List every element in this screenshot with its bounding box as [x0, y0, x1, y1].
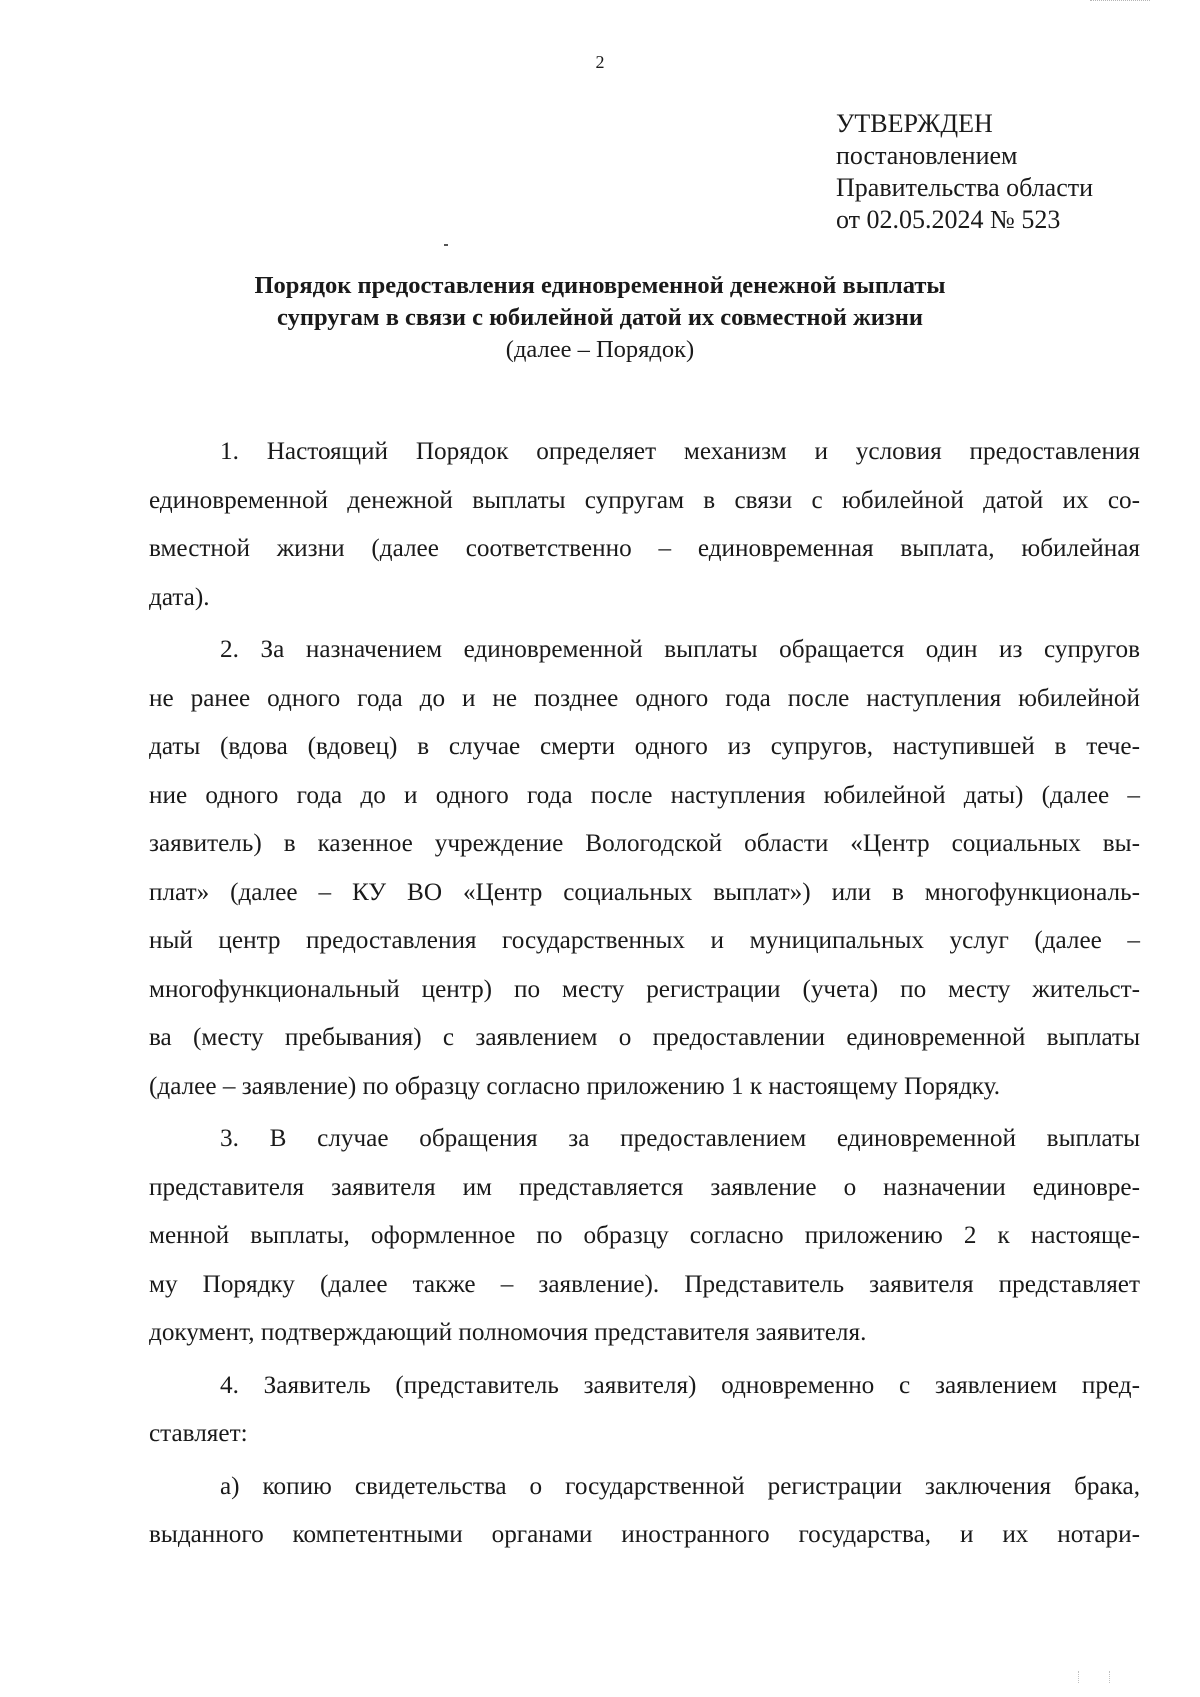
text-line: 2. За назначением единовременной выплаты обращается один из супругов	[220, 636, 1140, 663]
approval-line: Правительства области	[836, 173, 1094, 202]
paragraph-4	[149, 1362, 1140, 1459]
paragraph-3	[149, 1115, 1140, 1358]
approval-line: постановлением	[836, 141, 1018, 170]
text-line: заявитель) в казенное учреждение Вологодской области «Центр социальных вы-	[149, 830, 1140, 857]
text-line: 4. Заявитель (представитель заявителя) одновременно с заявлением пред-	[220, 1371, 1140, 1399]
text-line: ставляет:	[149, 1420, 248, 1447]
text-line: вместной жизни (далее соответственно – единовременная выплата, юбилейная	[149, 535, 1140, 562]
document-title	[0, 270, 1200, 366]
title-abbreviation: (далее – Порядок)	[505, 336, 695, 363]
text-line: 1. Настоящий Порядок определяет механизм и условия предоставления	[220, 438, 1140, 465]
text-line: представителя заявителя им представляется заявление о назначении единовре-	[149, 1173, 1140, 1201]
approval-stamp	[836, 108, 1093, 236]
text-line: единовременной денежной выплаты супругам в связи с юбилейной датой их со-	[149, 486, 1140, 514]
scan-artifact-bottom	[1078, 1671, 1110, 1683]
document-body	[149, 428, 1140, 1564]
approval-heading: УТВЕРЖДЕН	[836, 109, 993, 138]
text-line: документ, подтверждающий полномочия представителя заявителя.	[149, 1319, 867, 1346]
text-line: ва (месту пребывания) с заявлением о предоставлении единовременной выплаты	[149, 1024, 1140, 1051]
text-line: дата).	[149, 583, 210, 611]
paragraph-item-a	[149, 1463, 1140, 1560]
text-line: му Порядку (далее также – заявление). Представитель заявителя представляет	[149, 1270, 1140, 1298]
text-line: менной выплаты, оформленное по образцу согласно приложению 2 к настояще-	[149, 1222, 1140, 1249]
title-line-2: супругам в связи с юбилейной датой их совместной жизни	[277, 304, 923, 331]
text-line: даты (вдова (вдовец) в случае смерти одного из супругов, наступившей в тече-	[149, 733, 1140, 760]
text-line: не ранее одного года до и не позднее одного года после наступления юбилейной	[149, 684, 1140, 712]
text-line: ный центр предоставления государственных и муниципальных услуг (далее –	[149, 927, 1140, 954]
title-line-1: Порядок предоставления единовременной денежной выплаты	[254, 272, 946, 299]
paragraph-2	[149, 626, 1140, 1111]
text-line: ние одного года до и одного года после наступления юбилейной даты) (далее –	[149, 781, 1140, 809]
text-line: (далее – заявление) по образцу согласно приложению 1 к настоящему Порядку.	[149, 1072, 1001, 1100]
text-line: 3. В случае обращения за предоставлением единовременной выплаты	[220, 1125, 1140, 1152]
scan-artifact-top	[1090, 0, 1150, 7]
text-line: плат» (далее – КУ ВО «Центр социальных выплат») или в многофункциональ-	[149, 878, 1140, 906]
approval-date-number: от 02.05.2024 № 523	[836, 205, 1061, 234]
page-number: 2	[595, 52, 605, 72]
text-line: а) копию свидетельства о государственной регистрации заключения брака,	[220, 1472, 1140, 1500]
text-line: выданного компетентными органами иностранного государства, и их нотари-	[149, 1521, 1140, 1548]
text-line: многофункциональный центр) по месту регистрации (учета) по месту жительст-	[149, 975, 1140, 1003]
scan-artifact-dot	[444, 244, 448, 246]
paragraph-1	[149, 428, 1140, 622]
